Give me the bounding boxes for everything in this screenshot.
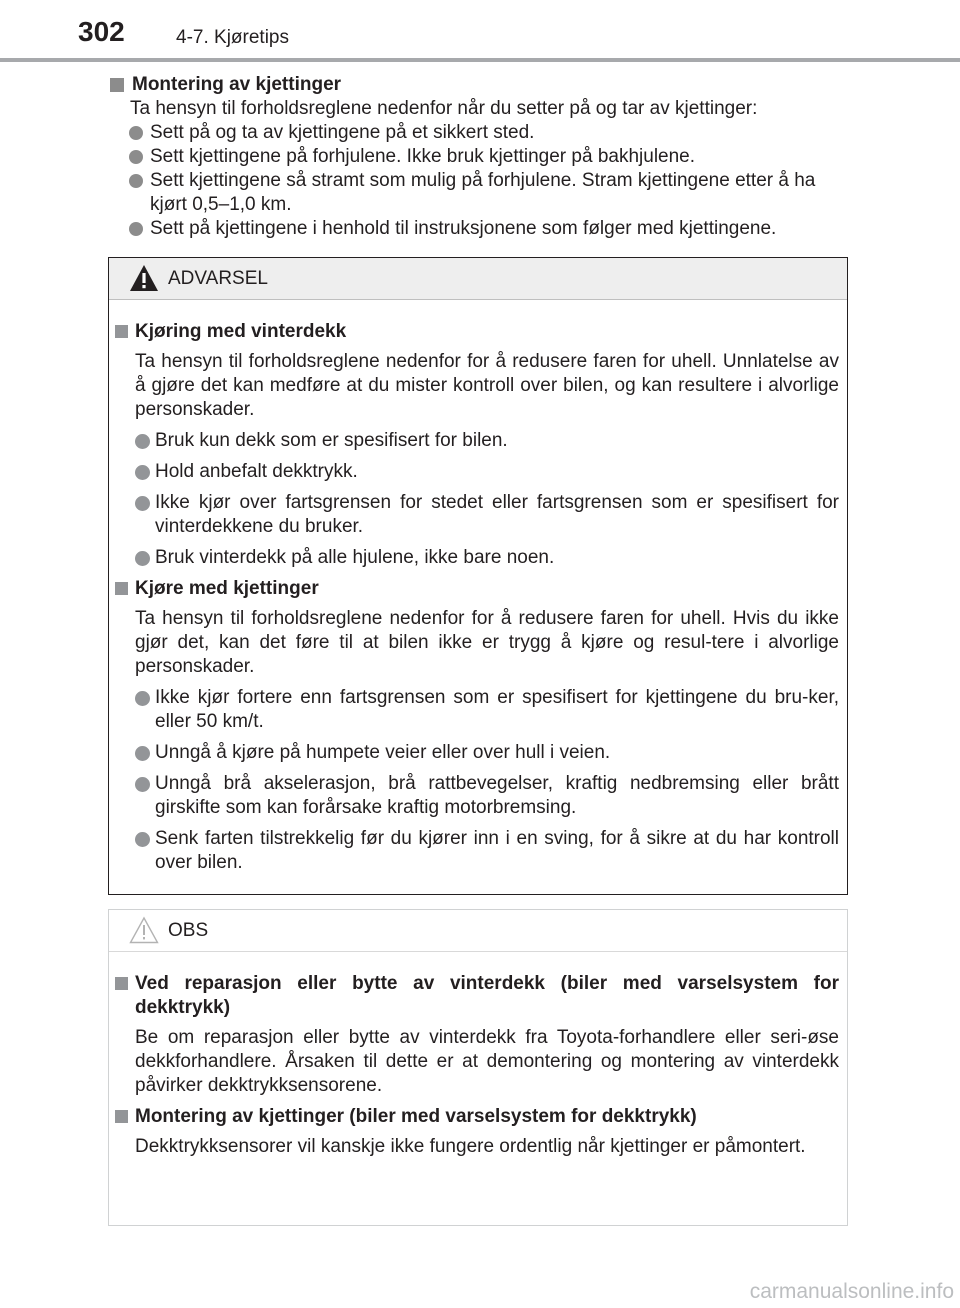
section-title: 4-7. Kjøretips (176, 27, 289, 48)
round-bullet-icon (129, 150, 143, 164)
round-bullet-icon (135, 691, 150, 706)
watermark: carmanualsonline.info (749, 1280, 954, 1303)
notice-text: Dekktrykksensorer vil kanskje ikke fungere ordentlig når kjettinger er påmontert. (135, 1136, 806, 1157)
notice-title-bar (109, 910, 847, 952)
notice-label: OBS (168, 920, 209, 941)
square-bullet-icon (115, 1110, 128, 1123)
list-item: Sett på kjettingene i henhold til instruksjonene som følger med kjettingene. (110, 217, 850, 241)
warning-box (108, 257, 848, 895)
header-rule (0, 58, 960, 62)
intro-block (110, 73, 850, 241)
notice-box (108, 909, 848, 1226)
page-number: 302 (78, 16, 125, 47)
notice-heading-tire-repair: Ved reparasjon eller bytte av vinterdekk (biler med varselsystem for dekktrykk) (109, 972, 839, 1020)
notice-heading-chains: Montering av kjettinger (biler med varselsystem for dekktrykk) (109, 1105, 839, 1129)
notice-text: Be om reparasjon eller bytte av vinterdekk fra Toyota-forhandlere eller seri-øse dekkforhandlere. Årsaken til dette er at demontering og montering av vinterdekk påvirker dekktrykksensorene. (135, 1027, 839, 1096)
square-bullet-icon (115, 582, 128, 595)
list-item: Bruk vinterdekk på alle hjulene, ikke bare noen. (109, 546, 839, 570)
warning-text: Ta hensyn til forholdsreglene nedenfor for å redusere faren for uhell. Unnlatelse av å gjøre det kan medføre at du mister kontroll over bilen, og kan resultere i alvorlige personskader. (135, 351, 839, 420)
warning-content (109, 300, 847, 875)
list-item: Ikke kjør fortere enn fartsgrensen som er spesifisert for kjettingene du bru-ker, eller 50 km/t. (109, 686, 839, 734)
warning-text: Ta hensyn til forholdsreglene nedenfor for å redusere faren for uhell. Hvis du ikke gjør det, kan det føre til at bilen ikke er trygg å kjøre og resul-tere i alvorlige personskader. (135, 608, 839, 677)
list-item: Senk farten tilstrekkelig før du kjører inn i en sving, for å sikre at du har kontroll over bilen. (109, 827, 839, 875)
caution-triangle-outline-icon (129, 916, 159, 944)
list-item: Sett kjettingene så stramt som mulig på forhjulene. Stram kjettingene etter å ha kjørt 0,5–1,0 km. (110, 169, 850, 217)
warning-heading-chains: Kjøre med kjettinger (109, 577, 839, 601)
list-item: Hold anbefalt dekktrykk. (109, 460, 839, 484)
round-bullet-icon (129, 222, 143, 236)
notice-content (109, 952, 847, 1159)
square-bullet-icon (115, 325, 128, 338)
list-item: Sett kjettingene på forhjulene. Ikke bruk kjettinger på bakhjulene. (110, 145, 850, 169)
list-item: Bruk kun dekk som er spesifisert for bilen. (109, 429, 839, 453)
list-item: Sett på og ta av kjettingene på et sikkert sted. (110, 121, 850, 145)
square-bullet-icon (110, 78, 124, 92)
round-bullet-icon (129, 174, 143, 188)
round-bullet-icon (135, 551, 150, 566)
warning-triangle-icon (129, 264, 159, 292)
warning-title-bar (109, 258, 847, 300)
round-bullet-icon (129, 126, 143, 140)
warning-label: ADVARSEL (168, 268, 268, 289)
list-item: Unngå brå akselerasjon, brå rattbevegelser, kraftig nedbremsing eller brått girskifte som kan forårsake kraftig motorbremsing. (109, 772, 839, 820)
round-bullet-icon (135, 434, 150, 449)
square-bullet-icon (115, 977, 128, 990)
intro-text: Ta hensyn til forholdsreglene nedenfor når du setter på og tar av kjettinger: (130, 98, 758, 119)
list-item: Ikke kjør over fartsgrensen for stedet eller fartsgrensen som er spesifisert for vinterdekkene du bruker. (109, 491, 839, 539)
round-bullet-icon (135, 832, 150, 847)
round-bullet-icon (135, 496, 150, 511)
round-bullet-icon (135, 777, 150, 792)
round-bullet-icon (135, 465, 150, 480)
round-bullet-icon (135, 746, 150, 761)
list-item: Unngå å kjøre på humpete veier eller over hull i veien. (109, 741, 839, 765)
intro-heading: Montering av kjettinger (110, 73, 850, 97)
warning-heading-winter-tires: Kjøring med vinterdekk (109, 320, 839, 344)
